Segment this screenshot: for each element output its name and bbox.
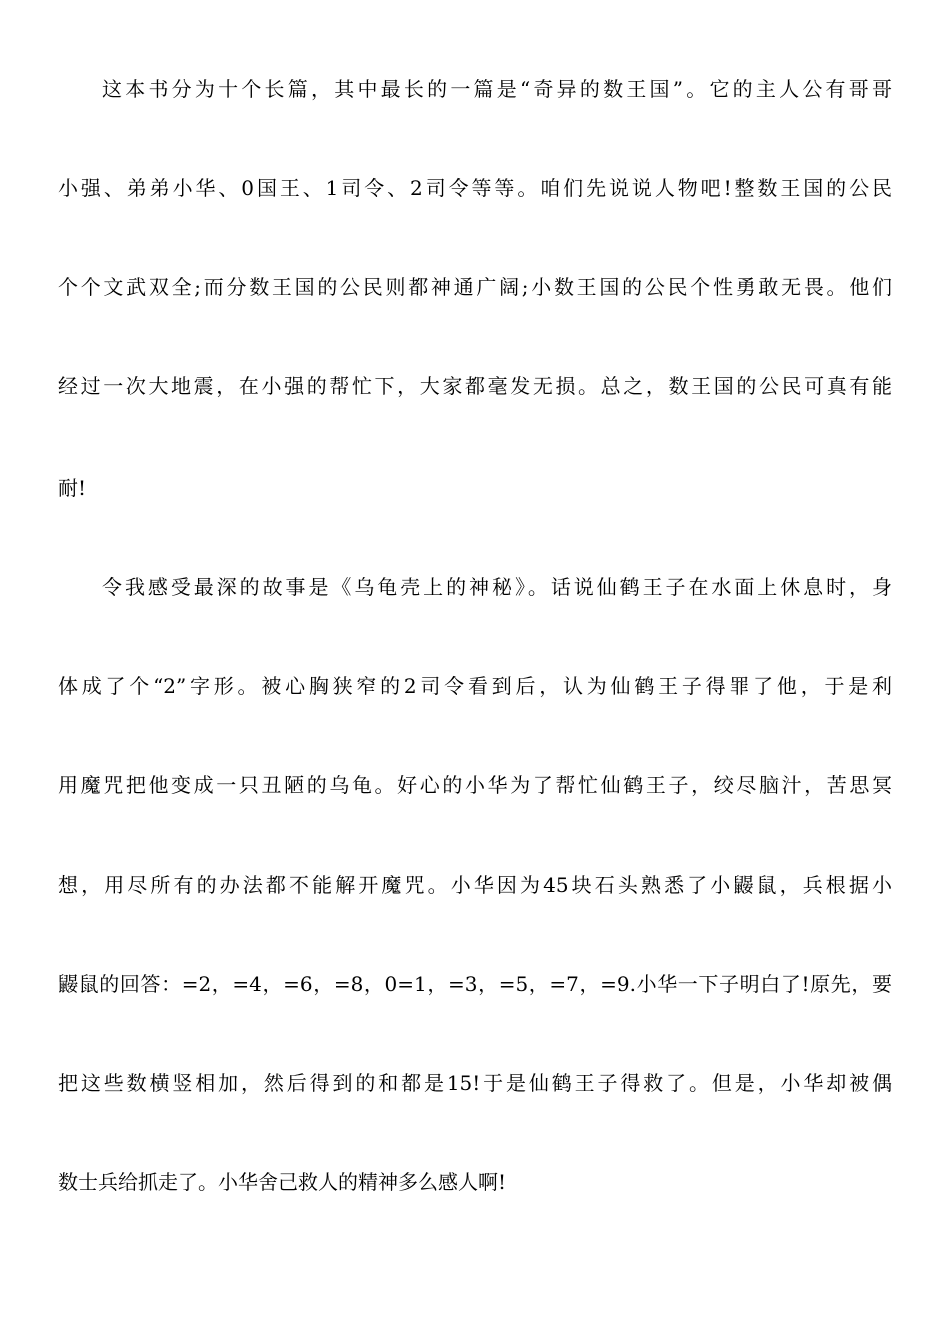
paragraph-2-line-5: 鼹鼠的回答：=2，=4，=6，=8，0=1，=3，=5，=7，=9.小华一下子明白了!原先，要 [58, 972, 892, 996]
paragraph-1-line-3: 个个文武双全;而分数王国的公民则都神通广阔;小数王国的公民个性勇敢无畏。他们 [58, 275, 892, 299]
paragraph-1-line-4: 经过一次大地震，在小强的帮忙下，大家都毫发无损。总之，数王国的公民可真有能 [58, 374, 892, 398]
paragraph-2-line-7: 数士兵给抓走了。小华舍己救人的精神多么感人啊! [58, 1170, 507, 1194]
paragraph-1-line-5: 耐! [58, 476, 87, 500]
paragraph-1-line-1: 这本书分为十个长篇，其中最长的一篇是“奇异的数王国”。它的主人公有哥哥 [102, 77, 892, 101]
paragraph-2-line-1: 令我感受最深的故事是《乌龟壳上的神秘》。话说仙鹤王子在水面上休息时，身 [102, 575, 892, 599]
paragraph-2-line-4: 想，用尽所有的办法都不能解开魔咒。小华因为45块石头熟悉了小鼹鼠，兵根据小 [58, 873, 892, 897]
paragraph-2-line-6: 把这些数横竖相加，然后得到的和都是15!于是仙鹤王子得救了。但是，小华却被偶 [58, 1071, 892, 1095]
paragraph-1-line-2: 小强、弟弟小华、0国王、1司令、2司令等等。咱们先说说人物吧!整数王国的公民 [58, 176, 892, 200]
paragraph-2-line-3: 用魔咒把他变成一只丑陋的乌龟。好心的小华为了帮忙仙鹤王子，绞尽脑汁，苦思冥 [58, 773, 892, 797]
paragraph-2-line-2: 体成了个“2”字形。被心胸狭窄的2司令看到后，认为仙鹤王子得罪了他，于是利 [58, 674, 892, 698]
